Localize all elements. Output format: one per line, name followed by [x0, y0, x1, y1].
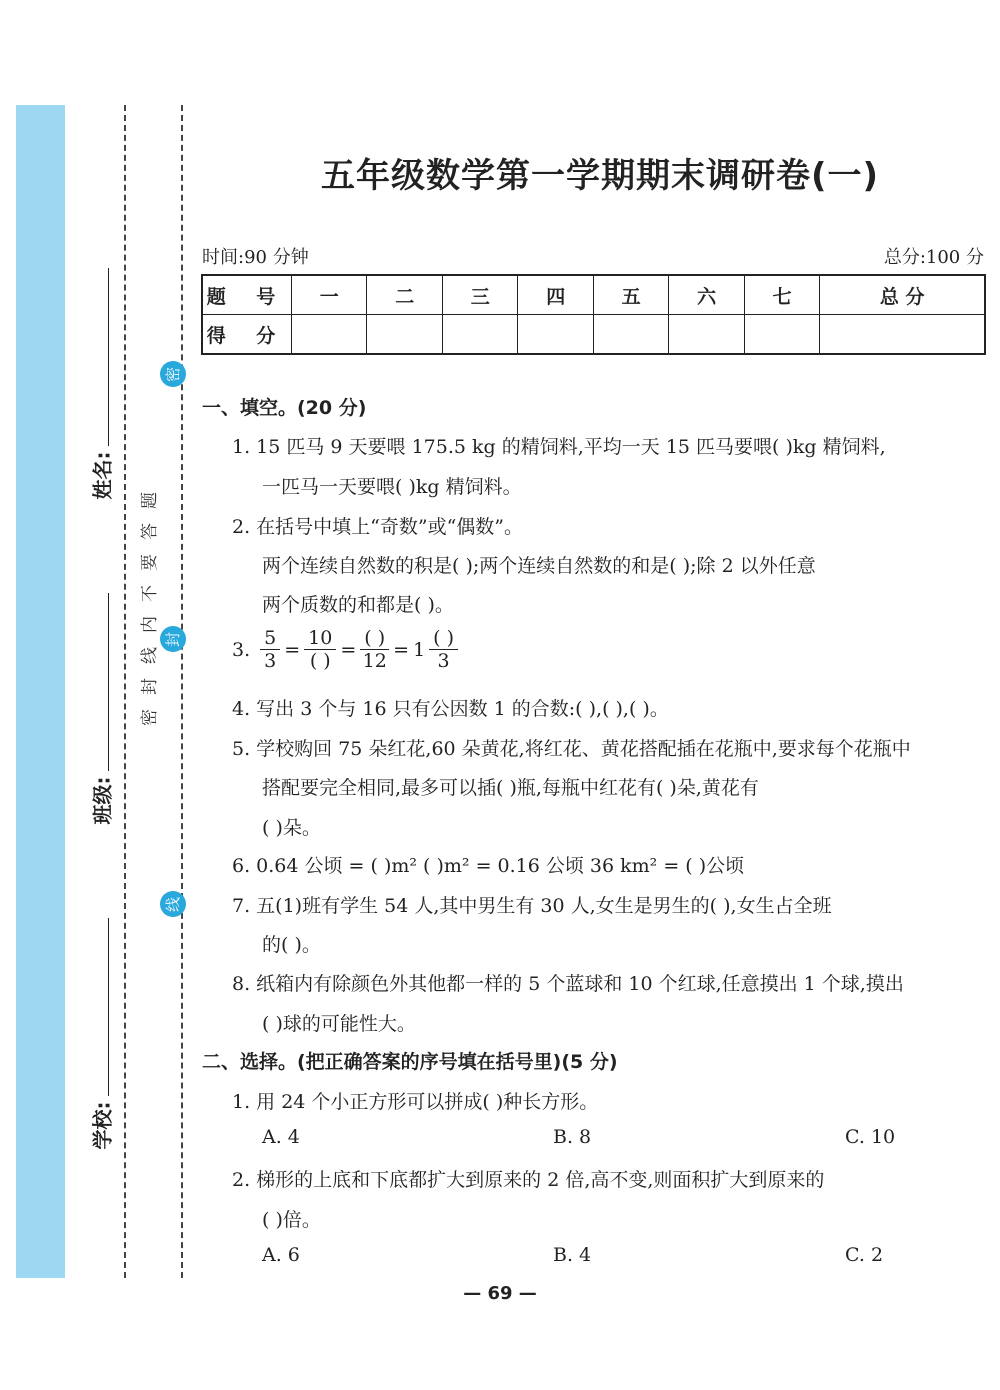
- page-title: 五年级数学第一学期期末调研卷(一): [320, 156, 880, 196]
- fraction: $\frac{10}{( )}$: [304, 627, 336, 672]
- seal-warning-text: 题 答 要 不 内 线 封 密: [139, 492, 160, 726]
- question-7-line-1: 7. 五(1)班有学生 54 人,其中男生有 30 人,女生是男生的( ),女生占全班: [232, 895, 832, 917]
- score-table-score-row: [202, 315, 985, 355]
- question-6: 6. 0.64 公顷 = ( )m² ( )m² = 0.16 公顷 36 km² = ( )公顷: [232, 855, 745, 877]
- score-cell: 五: [593, 275, 668, 315]
- score-cell: 题 号: [202, 275, 292, 315]
- choice-option: A. 4: [262, 1126, 300, 1148]
- class-blank[interactable]: [108, 593, 109, 771]
- question-1-line-1: 1. 15 匹马 9 天要喂 175.5 kg 的精饲料,平均一天 15 匹马要喂( )kg 精饲料,: [232, 436, 886, 458]
- cut-line-outer: [181, 105, 183, 1278]
- choice-option: A. 6: [262, 1244, 300, 1266]
- school-blank[interactable]: [108, 918, 109, 1096]
- choice-question-2-line-2: ( )倍。: [262, 1209, 321, 1231]
- class-label: 班级:: [90, 776, 115, 825]
- seal-feng-badge: 封: [160, 626, 186, 652]
- score-table-header-row: [202, 275, 985, 315]
- score-input-cell[interactable]: [518, 315, 593, 355]
- fraction: $\frac{( )}{3}$: [429, 627, 458, 672]
- name-label: 姓名:: [90, 451, 115, 500]
- question-5-line-1: 5. 学校购回 75 朵红花,60 朵黄花,将红花、黄花搭配插在花瓶中,要求每个花瓶中: [232, 738, 911, 760]
- question-5-line-3: ( )朵。: [262, 817, 321, 839]
- question-1-line-2: 一匹马一天要喂( )kg 精饲料。: [262, 476, 522, 498]
- cut-line-inner: [124, 105, 126, 1278]
- exam-time: 时间:90 分钟: [202, 247, 309, 268]
- question-7-line-2: 的( )。: [262, 934, 321, 956]
- exam-total-score: 总分:100 分: [883, 247, 984, 268]
- section-2-heading: 二、选择。(把正确答案的序号填在括号里)(5 分): [202, 1051, 618, 1073]
- score-cell: 三: [442, 275, 517, 315]
- question-2-line-2: 两个连续自然数的积是( );两个连续自然数的和是( );除 2 以外任意: [262, 555, 816, 577]
- question-2-line-3: 两个质数的和都是( )。: [262, 594, 454, 616]
- choice-option: C. 2: [845, 1244, 884, 1266]
- choice-question-1: 1. 用 24 个小正方形可以拼成( )种长方形。: [232, 1091, 599, 1113]
- question-3-number: 3.: [232, 638, 251, 661]
- choice-option: C. 10: [845, 1126, 896, 1148]
- score-input-cell[interactable]: [669, 315, 744, 355]
- seal-xian-badge: 线: [160, 891, 186, 917]
- question-2-line-1: 2. 在括号中填上“奇数”或“偶数”。: [232, 516, 524, 538]
- question-4: 4. 写出 3 个与 16 只有公因数 1 的合数:( ),( ),( )。: [232, 698, 669, 720]
- page-number: — 69 —: [463, 1283, 537, 1304]
- score-cell: 一: [292, 275, 367, 315]
- question-5-line-2: 搭配要完全相同,最多可以插( )瓶,每瓶中红花有( )朵,黄花有: [262, 777, 759, 799]
- score-input-cell[interactable]: [292, 315, 367, 355]
- score-cell: 六: [669, 275, 744, 315]
- fraction: $\frac{5}{3}$: [260, 627, 280, 672]
- choice-option: B. 8: [553, 1126, 592, 1148]
- score-input-cell[interactable]: [367, 315, 442, 355]
- score-input-cell[interactable]: [442, 315, 517, 355]
- score-input-cell[interactable]: [744, 315, 819, 355]
- section-1-heading: 一、填空。(20 分): [202, 397, 367, 419]
- score-cell: 四: [518, 275, 593, 315]
- choice-option: B. 4: [553, 1244, 592, 1266]
- question-8-line-2: ( )球的可能性大。: [262, 1013, 416, 1035]
- school-label: 学校:: [90, 1101, 115, 1150]
- score-input-cell[interactable]: [593, 315, 668, 355]
- score-cell: 总 分: [820, 275, 985, 315]
- question-3-fraction-equation: 3. $\frac{5}{3}$ = $\frac{10}{( )}$ = $\frac{( )}{12}$ = 1 $\frac{( )}{3}$: [232, 627, 462, 672]
- binding-strip: [16, 105, 65, 1278]
- score-input-cell[interactable]: [820, 315, 985, 355]
- score-cell: 得 分: [202, 315, 292, 355]
- choice-question-2-line-1: 2. 梯形的上底和下底都扩大到原来的 2 倍,高不变,则面积扩大到原来的: [232, 1169, 825, 1191]
- score-cell: 二: [367, 275, 442, 315]
- score-table: [201, 274, 986, 355]
- fraction: $\frac{( )}{12}$: [360, 627, 389, 672]
- score-cell: 七: [744, 275, 819, 315]
- name-blank[interactable]: [108, 268, 109, 446]
- seal-mi-badge: 密: [160, 361, 186, 387]
- question-8-line-1: 8. 纸箱内有除颜色外其他都一样的 5 个蓝球和 10 个红球,任意摸出 1 个球,摸出: [232, 973, 904, 995]
